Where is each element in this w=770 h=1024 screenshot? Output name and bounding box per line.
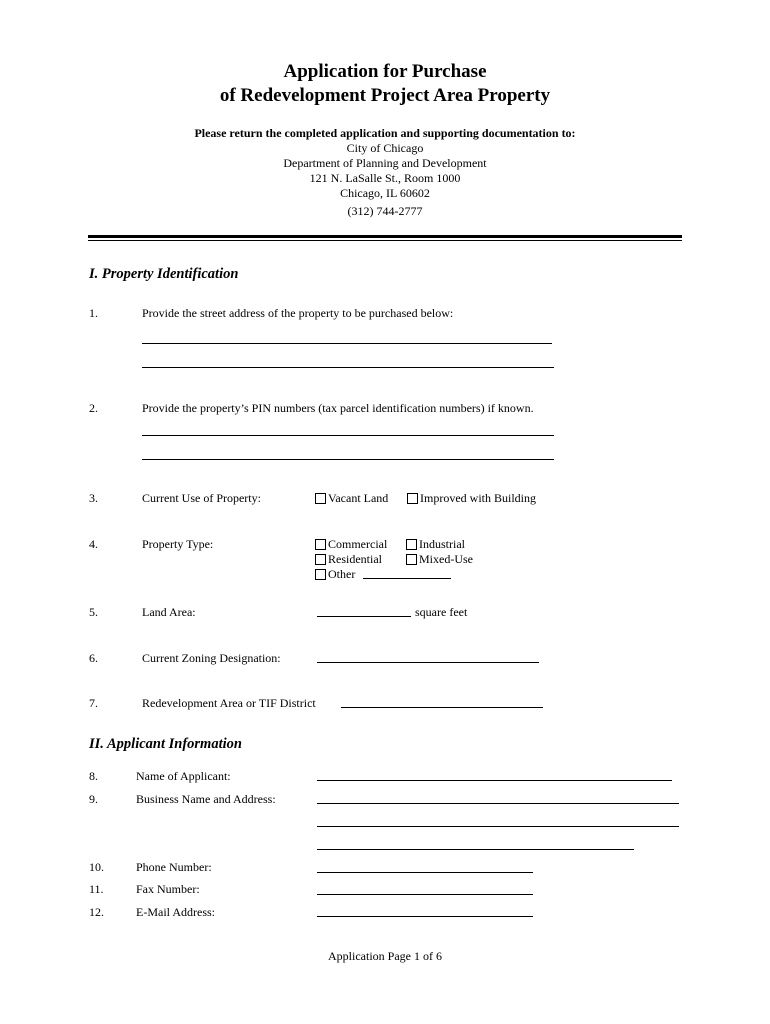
question-label: Current Use of Property: [142,491,261,505]
street-address-line-2[interactable] [142,367,554,368]
pin-numbers-line-2[interactable] [142,459,554,460]
tif-district-line[interactable] [341,707,543,708]
business-address-line-2[interactable] [317,826,679,827]
question-number: 6. [89,651,98,665]
return-address-line: 121 N. LaSalle St., Room 1000 [309,171,461,185]
business-address-line-1[interactable] [317,803,679,804]
question-number: 4. [89,537,98,551]
question-number: 5. [89,605,98,619]
checkbox-residential[interactable]: Residential [315,552,382,566]
email-address-line[interactable] [317,916,533,917]
question-label: Phone Number: [136,860,212,874]
return-address-line: City of Chicago [346,141,424,155]
question-label: Provide the property’s PIN numbers (tax parcel identification numbers) if known. [142,401,534,415]
street-address-line-1[interactable] [142,343,552,344]
question-label: Current Zoning Designation: [142,651,281,665]
question-label: Redevelopment Area or TIF District [142,696,316,710]
checkbox-icon [407,493,418,504]
business-address-line-3[interactable] [317,849,634,850]
question-label: Fax Number: [136,882,200,896]
checkbox-industrial[interactable]: Industrial [406,537,465,551]
checkbox-improved-with-building[interactable]: Improved with Building [407,491,536,505]
checkbox-other[interactable]: Other [315,567,355,581]
checkbox-icon [406,554,417,565]
section-heading-applicant-information: II. Applicant Information [89,736,242,752]
question-number: 9. [89,792,98,806]
question-number: 10. [89,860,104,874]
document-title-line2: of Redevelopment Project Area Property [219,85,551,106]
question-label: Business Name and Address: [136,792,276,806]
question-number: 1. [89,306,98,320]
land-area-unit: square feet [415,605,468,619]
question-number: 11. [89,882,104,896]
question-label: Land Area: [142,605,196,619]
question-number: 12. [89,905,104,919]
return-phone: (312) 744-2777 [347,204,423,218]
question-number: 7. [89,696,98,710]
question-label: E-Mail Address: [136,905,215,919]
pin-numbers-line-1[interactable] [142,435,554,436]
page-number: Application Page 1 of 6 [328,949,442,963]
checkbox-icon [315,493,326,504]
other-type-line[interactable] [363,578,451,579]
land-area-line[interactable] [317,616,411,617]
question-label: Provide the street address of the property to be purchased below: [142,306,454,320]
phone-number-line[interactable] [317,872,533,873]
divider-rule [88,240,682,241]
checkbox-icon [406,539,417,550]
return-address-line: Department of Planning and Development [283,156,487,170]
question-number: 8. [89,769,98,783]
checkbox-icon [315,554,326,565]
checkbox-icon [315,569,326,580]
question-number: 3. [89,491,98,505]
checkbox-commercial[interactable]: Commercial [315,537,387,551]
return-instruction: Please return the completed application and supporting documentation to: [194,126,576,140]
zoning-designation-line[interactable] [317,662,539,663]
divider-rule [88,235,682,238]
section-heading-property-identification: I. Property Identification [89,266,239,282]
checkbox-icon [315,539,326,550]
fax-number-line[interactable] [317,894,533,895]
question-label: Property Type: [142,537,214,551]
question-label: Name of Applicant: [136,769,231,783]
return-address-line: Chicago, IL 60602 [340,186,430,200]
checkbox-mixed-use[interactable]: Mixed-Use [406,552,473,566]
document-title-line1: Application for Purchase [283,61,487,82]
applicant-name-line[interactable] [317,780,672,781]
checkbox-vacant-land[interactable]: Vacant Land [315,491,388,505]
question-number: 2. [89,401,98,415]
